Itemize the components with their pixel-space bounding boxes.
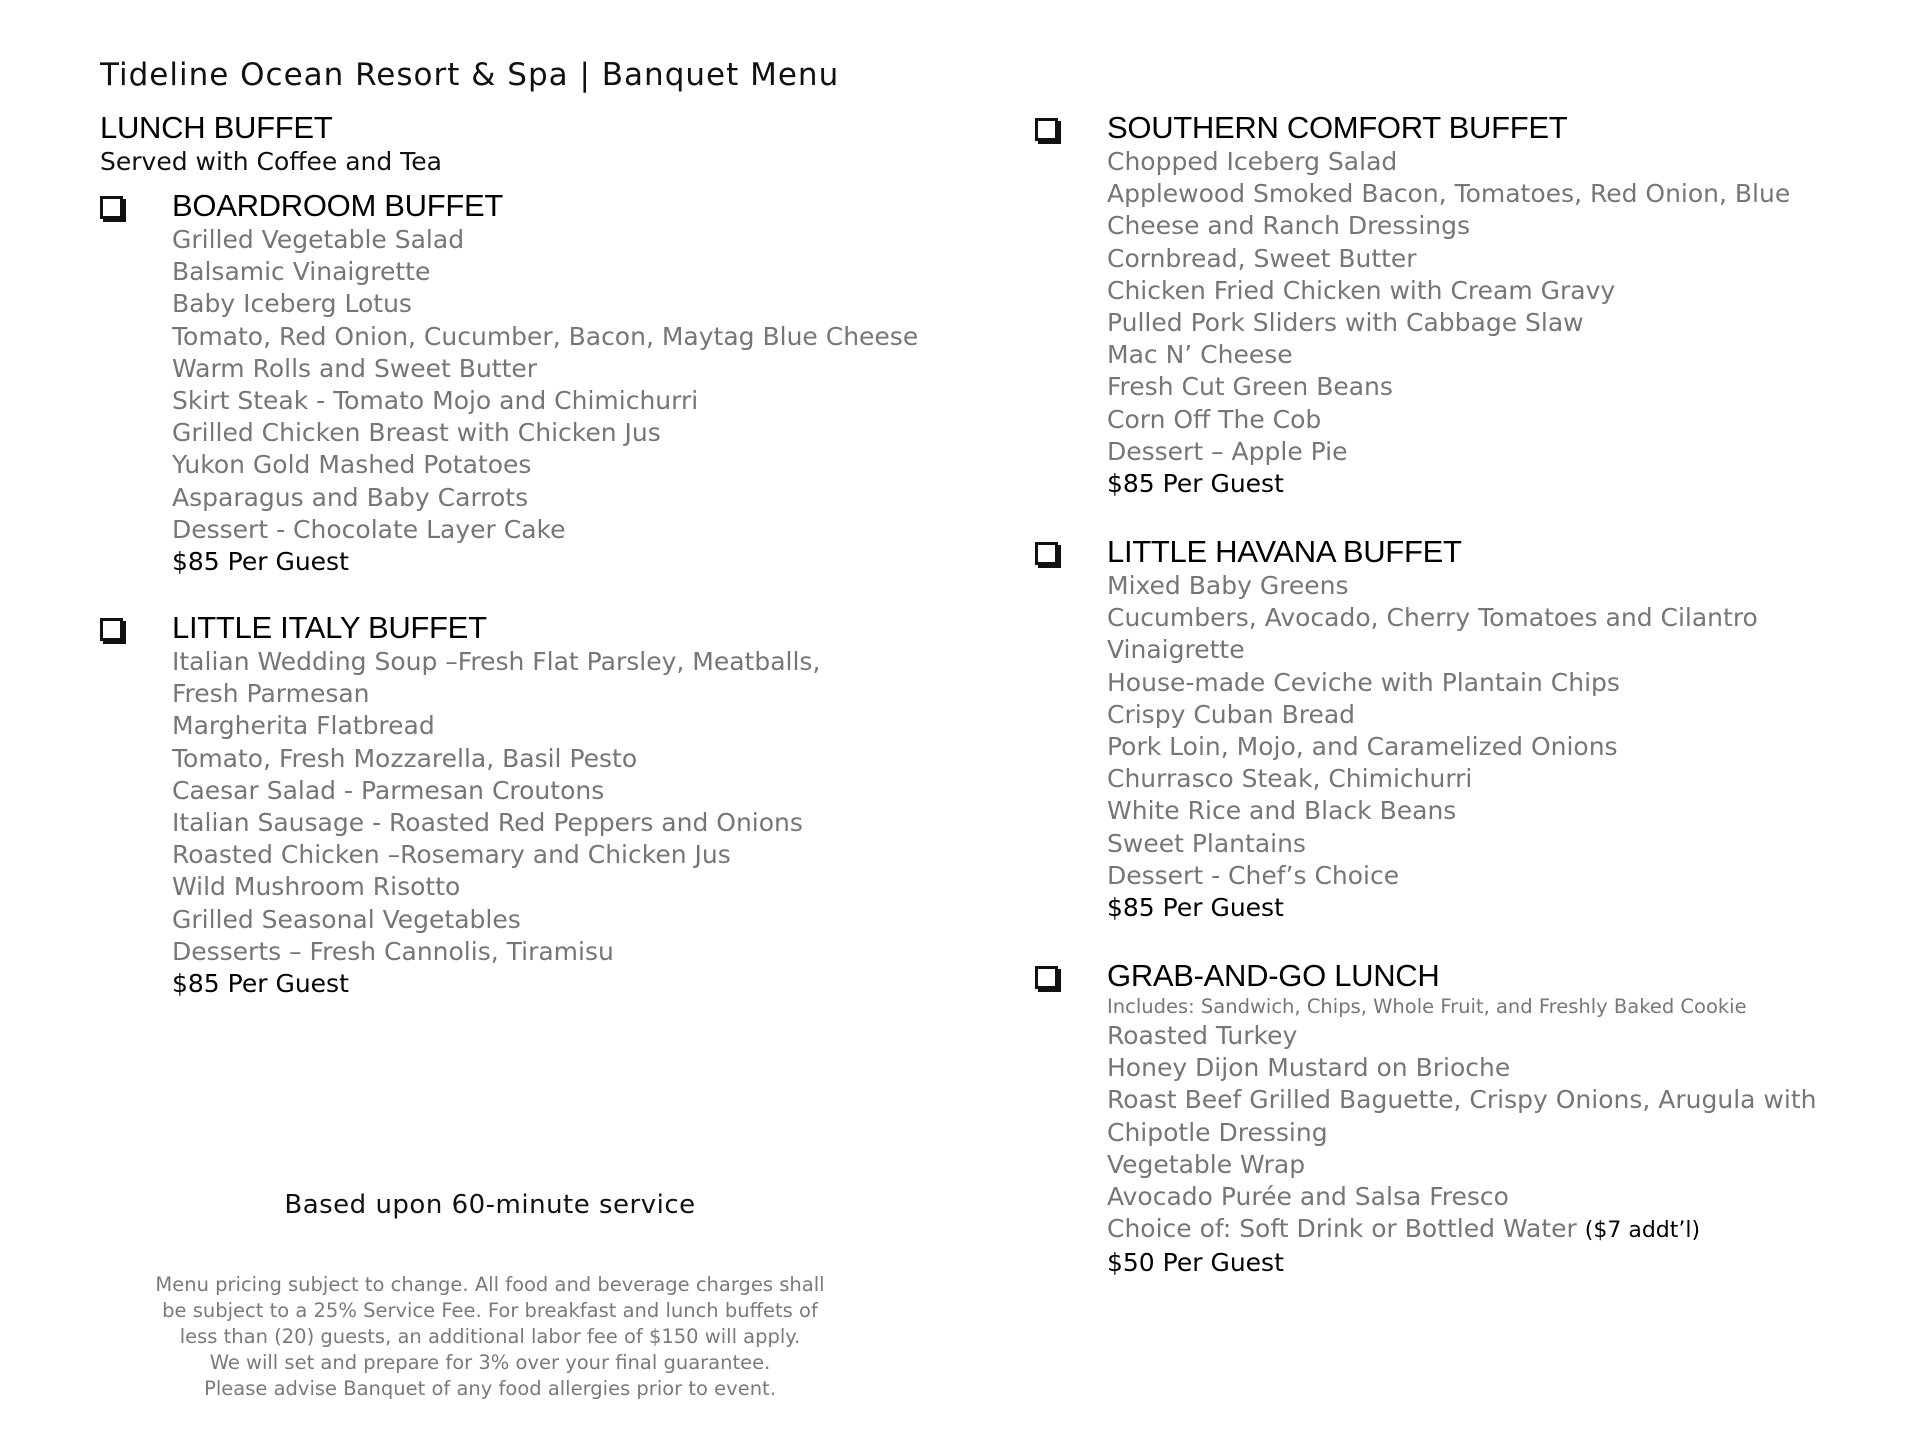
price-per-guest: $85 Per Guest xyxy=(1107,893,1284,923)
menu-item: Warm Rolls and Sweet Butter xyxy=(172,353,538,383)
menu-item-choice xyxy=(1107,1213,1895,1247)
menu-item: Skirt Steak - Tomato Mojo and Chimichurri xyxy=(172,386,699,416)
section-title: LITTLE HAVANA BUFFET xyxy=(1107,534,1462,570)
section-title: SOUTHERN COMFORT BUFFET xyxy=(1107,110,1568,145)
menu-item: Grilled Vegetable Salad xyxy=(172,225,465,254)
menu-item: Pulled Pork Sliders with Cabbage Slaw xyxy=(1107,308,1584,338)
menu-item: Churrasco Steak, Chimichurri xyxy=(1107,764,1473,794)
menu-item: Vinaigrette xyxy=(1107,635,1245,665)
menu-item: Asparagus and Baby Carrots xyxy=(172,482,529,512)
menu-item: Tomato, Fresh Mozzarella, Basil Pesto xyxy=(172,743,638,773)
section-title: GRAB-AND-GO LUNCH xyxy=(1107,958,1440,994)
menu-item: Crispy Cuban Bread xyxy=(1107,699,1356,729)
menu-item: Applewood Smoked Bacon, Tomatoes, Red Onion, Blue xyxy=(1107,179,1791,209)
menu-item: Vegetable Wrap xyxy=(1107,1149,1306,1179)
fine-print-line: We will set and prepare for 3% over your final guarantee. xyxy=(209,1351,771,1374)
left-column xyxy=(100,110,980,1032)
menu-item: Wild Mushroom Risotto xyxy=(172,872,461,902)
checkbox-icon[interactable] xyxy=(1035,542,1058,565)
menu-item: Mixed Baby Greens xyxy=(1107,571,1349,601)
menu-item: Roast Beef Grilled Baguette, Crispy Onions, Arugula with xyxy=(1107,1085,1817,1115)
checkbox-icon[interactable] xyxy=(1035,966,1058,989)
price-per-guest: $85 Per Guest xyxy=(1107,469,1284,499)
menu-item: Cornbread, Sweet Butter xyxy=(1107,243,1417,273)
menu-item: Dessert - Chef’s Choice xyxy=(1107,860,1400,890)
menu-item: Cucumbers, Avocado, Cherry Tomatoes and Cilantro xyxy=(1107,603,1758,633)
price-per-guest: $85 Per Guest xyxy=(172,969,349,999)
menu-item: Mac N’ Cheese xyxy=(1107,340,1293,370)
right-column xyxy=(1035,110,1895,1311)
checkbox-icon[interactable] xyxy=(100,618,123,641)
checkbox-icon[interactable] xyxy=(100,196,123,219)
fine-print-line: less than (20) guests, an additional labor fee of $150 will apply. xyxy=(179,1325,801,1348)
menu-item: White Rice and Black Beans xyxy=(1107,796,1457,826)
menu-item: Pork Loin, Mojo, and Caramelized Onions xyxy=(1107,732,1618,762)
menu-item: Roasted Turkey xyxy=(1107,1021,1298,1051)
menu-item: Balsamic Vinaigrette xyxy=(172,257,431,287)
fine-print-line: be subject to a 25% Service Fee. For breakfast and lunch buffets of xyxy=(162,1299,818,1322)
menu-item: Roasted Chicken –Rosemary and Chicken Jus xyxy=(172,840,731,870)
menu-item: Chopped Iceberg Salad xyxy=(1107,147,1398,176)
lunch-buffet-subheading: Served with Coffee and Tea xyxy=(100,147,442,176)
menu-item: Grilled Seasonal Vegetables xyxy=(172,904,521,934)
menu-item: Avocado Purée and Salsa Fresco xyxy=(1107,1182,1509,1212)
menu-item: Sweet Plantains xyxy=(1107,828,1306,858)
menu-item: Chicken Fried Chicken with Cream Gravy xyxy=(1107,275,1616,305)
menu-item: Tomato, Red Onion, Cucumber, Bacon, Maytag Blue Cheese xyxy=(172,321,919,351)
choice-text: Choice of: Soft Drink or Bottled Water xyxy=(1107,1214,1577,1244)
menu-item: Fresh Parmesan xyxy=(172,679,370,709)
menu-item: Margherita Flatbread xyxy=(172,711,435,741)
service-note: Based upon 60-minute service xyxy=(284,1190,696,1220)
menu-item: Italian Sausage - Roasted Red Peppers and Onions xyxy=(172,808,803,838)
fine-print-line: Menu pricing subject to change. All food and beverage charges shall xyxy=(155,1273,825,1296)
menu-item: Honey Dijon Mustard on Brioche xyxy=(1107,1053,1511,1083)
includes-note: Includes: Sandwich, Chips, Whole Fruit, and Freshly Baked Cookie xyxy=(1107,995,1747,1019)
section-boardroom-buffet xyxy=(100,188,980,578)
price-per-guest: $85 Per Guest xyxy=(172,547,349,577)
menu-item: Corn Off The Cob xyxy=(1107,404,1322,434)
choice-price: ($7 addt’l) xyxy=(1584,1218,1701,1244)
menu-item: Italian Wedding Soup –Fresh Flat Parsley, Meatballs, xyxy=(172,647,821,677)
lunch-buffet-heading: LUNCH BUFFET xyxy=(100,110,333,145)
section-title: LITTLE ITALY BUFFET xyxy=(172,610,487,646)
price-per-guest: $50 Per Guest xyxy=(1107,1248,1284,1278)
section-little-italy-buffet xyxy=(100,610,980,1000)
section-little-havana-buffet xyxy=(1035,534,1895,924)
section-southern-comfort-buffet xyxy=(1035,110,1895,500)
menu-item: Dessert - Chocolate Layer Cake xyxy=(172,514,566,544)
menu-item: House-made Ceviche with Plantain Chips xyxy=(1107,667,1620,697)
fine-print-line: Please advise Banquet of any food allergies prior to event. xyxy=(204,1377,776,1400)
menu-item: Baby Iceberg Lotus xyxy=(172,289,412,319)
menu-item: Yukon Gold Mashed Potatoes xyxy=(172,450,532,480)
menu-item: Dessert – Apple Pie xyxy=(1107,436,1348,466)
menu-item: Caesar Salad - Parmesan Croutons xyxy=(172,775,605,805)
section-title: BOARDROOM BUFFET xyxy=(172,188,504,223)
page-title: Tideline Ocean Resort & Spa | Banquet Menu xyxy=(100,57,840,93)
menu-item: Fresh Cut Green Beans xyxy=(1107,372,1393,402)
menu-item: Chipotle Dressing xyxy=(1107,1117,1328,1147)
checkbox-icon[interactable] xyxy=(1035,118,1058,141)
menu-item: Grilled Chicken Breast with Chicken Jus xyxy=(172,418,661,448)
menu-item: Desserts – Fresh Cannolis, Tiramisu xyxy=(172,936,614,966)
fine-print xyxy=(110,1272,870,1402)
section-grab-and-go-lunch xyxy=(1035,958,1895,1279)
menu-item: Cheese and Ranch Dressings xyxy=(1107,211,1471,241)
